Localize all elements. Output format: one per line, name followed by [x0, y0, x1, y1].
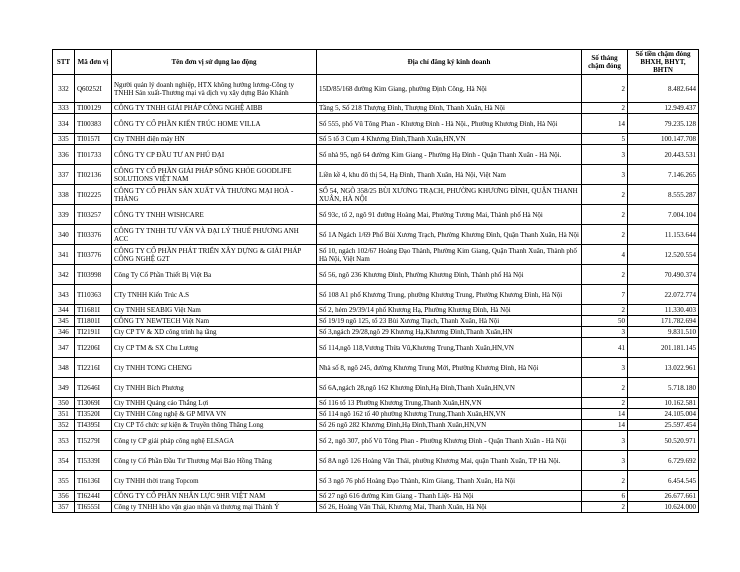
cell-amount-late: 8.482.644	[628, 75, 699, 103]
cell-months-late: 2	[582, 398, 628, 409]
cell-stt: 335	[53, 134, 75, 145]
cell-address: Số 27 ngõ 616 đường Kim Giang - Thanh Liệt- Hà Nội	[317, 491, 582, 502]
cell-address: Số 26 ngõ 282 Khương Đình,Hạ Đình,Thanh Xuân,HN,VN	[317, 420, 582, 431]
cell-months-late: 14	[582, 409, 628, 420]
cell-months-late: 4	[582, 245, 628, 265]
cell-unit-code: TI6136I	[75, 471, 112, 491]
cell-employer-name: Cty CP Tổ chức sự kiện & Truyền thông Thăng Long	[112, 420, 317, 431]
header-unit-code: Mã đơn vị	[75, 50, 112, 75]
cell-amount-late: 100.147.708	[628, 134, 699, 145]
table-row	[53, 145, 699, 165]
cell-employer-name: Công Ty Cổ Phần Thiết Bị Việt Ba	[112, 265, 317, 285]
cell-employer-name: Cty TNHH Quảng cáo Thắng Lợi	[112, 398, 317, 409]
cell-address: Số 5 tổ 3 Cụm 4 Khương Đình,Thanh Xuân,HN,VN	[317, 134, 582, 145]
cell-address: Liền kề 4, khu đô thị 54, Hạ Đình, Thanh Xuân, Hà Nội, Việt Nam	[317, 165, 582, 185]
cell-stt: 345	[53, 316, 75, 327]
cell-employer-name: Cty CP TM & SX Chu Lương	[112, 338, 317, 358]
cell-stt: 342	[53, 265, 75, 285]
cell-stt: 344	[53, 305, 75, 316]
cell-address: Số 108 A1 phố Khương Trung, phường Khương Trung, Phường Khương Đình, Hà Nội	[317, 285, 582, 305]
cell-unit-code: TI02136	[75, 165, 112, 185]
cell-address: Số 26, Hoàng Văn Thái, Khương Mai, Thanh Xuân, Hà Nội	[317, 502, 582, 513]
cell-employer-name: Công ty TNHH kho vận giao nhận và thương mại Thành Ý	[112, 502, 317, 513]
cell-amount-late: 20.443.531	[628, 145, 699, 165]
cell-stt: 349	[53, 378, 75, 398]
cell-address: Số 116 tổ 13 Phường Khương Trung,Thanh Xuân,HN,VN	[317, 398, 582, 409]
table-row	[53, 378, 699, 398]
cell-months-late: 3	[582, 145, 628, 165]
cell-employer-name: Cty TNHH SEABIG Việt Nam	[112, 305, 317, 316]
table-row	[53, 502, 699, 513]
cell-unit-code: TI02225	[75, 185, 112, 205]
cell-months-late: 3	[582, 165, 628, 185]
cell-unit-code: TI4395I	[75, 420, 112, 431]
cell-stt: 347	[53, 338, 75, 358]
overdue-contribution-table	[52, 49, 699, 513]
table-row	[53, 245, 699, 265]
table-row	[53, 358, 699, 378]
cell-employer-name: Cty TNHH thời trang Topcom	[112, 471, 317, 491]
cell-stt: 356	[53, 491, 75, 502]
cell-months-late: 2	[582, 502, 628, 513]
cell-employer-name: Cty TNHH TONG CHENG	[112, 358, 317, 378]
cell-amount-late: 24.105.004	[628, 409, 699, 420]
cell-unit-code: TI0157I	[75, 134, 112, 145]
cell-employer-name: CÔNG TY CỔ PHẦN KIẾN TRÚC HOME VILLA	[112, 114, 317, 134]
header-stt: STT	[53, 50, 75, 75]
table-row	[53, 409, 699, 420]
cell-address: Số 6A,ngách 28,ngõ 162 Khương Đình,Hạ Đình,Thanh Xuân,HN,VN	[317, 378, 582, 398]
table-row	[53, 431, 699, 451]
cell-stt: 338	[53, 185, 75, 205]
cell-employer-name: CÔNG TY NEWTECH Việt Nam	[112, 316, 317, 327]
cell-unit-code: TI3069I	[75, 398, 112, 409]
table-row	[53, 471, 699, 491]
cell-address: Số 1A Ngách 1/69 Phố Bùi Xương Trạch, Phường Khương Đình, Quận Thanh Xuân, Hà Nội	[317, 225, 582, 245]
table-row	[53, 398, 699, 409]
table-row	[53, 305, 699, 316]
cell-address: Tầng 5, Số 218 Thượng Đình, Thượng Đình, Thanh Xuân, Hà Nội	[317, 103, 582, 114]
cell-unit-code: TI2191I	[75, 327, 112, 338]
cell-employer-name: CÔNG TY CỔ PHẦN PHÁT TRIỂN XÂY DỰNG & GIẢI PHÁP CÔNG NGHỆ G2T	[112, 245, 317, 265]
cell-stt: 334	[53, 114, 75, 134]
table-row	[53, 451, 699, 471]
cell-stt: 350	[53, 398, 75, 409]
cell-stt: 351	[53, 409, 75, 420]
cell-months-late: 2	[582, 225, 628, 245]
cell-months-late: 3	[582, 358, 628, 378]
cell-stt: 355	[53, 471, 75, 491]
cell-address: Số 114,ngõ 118,Vương Thừa Vũ,Khương Trung,Thanh Xuân,HN,VN	[317, 338, 582, 358]
cell-employer-name: CÔNG TY CP ĐẦU TƯ AN PHÚ ĐẠI	[112, 145, 317, 165]
cell-amount-late: 6.729.692	[628, 451, 699, 471]
table-row	[53, 316, 699, 327]
cell-address: Số 3 ngõ 76 phố Hoàng Đạo Thành, Kim Giang, Thanh Xuân, Hà Nội	[317, 471, 582, 491]
table-row	[53, 338, 699, 358]
cell-unit-code: TI00383	[75, 114, 112, 134]
table-row	[53, 103, 699, 114]
table-header	[53, 50, 699, 75]
cell-unit-code: TI03257	[75, 205, 112, 225]
cell-unit-code: TI1681I	[75, 305, 112, 316]
cell-months-late: 2	[582, 185, 628, 205]
cell-amount-late: 13.022.961	[628, 358, 699, 378]
cell-address: Số nhà 95, ngõ 64 đường Kim Giang - Phường Hạ Đình - Quận Thanh Xuân - Hà Nội.	[317, 145, 582, 165]
cell-amount-late: 22.072.774	[628, 285, 699, 305]
cell-stt: 336	[53, 145, 75, 165]
cell-address: Số 19/19 ngõ 125, tổ 23 Bùi Xương Trạch, Thanh Xuân, Hà Nội	[317, 316, 582, 327]
cell-amount-late: 79.235.128	[628, 114, 699, 134]
cell-stt: 340	[53, 225, 75, 245]
cell-stt: 341	[53, 245, 75, 265]
cell-unit-code: TI03998	[75, 265, 112, 285]
cell-stt: 346	[53, 327, 75, 338]
cell-months-late: 2	[582, 103, 628, 114]
cell-months-late: 2	[582, 75, 628, 103]
cell-unit-code: TI2206I	[75, 338, 112, 358]
cell-stt: 348	[53, 358, 75, 378]
cell-amount-late: 50.520.971	[628, 431, 699, 451]
cell-months-late: 3	[582, 451, 628, 471]
cell-unit-code: TI03776	[75, 245, 112, 265]
cell-unit-code: TI6555I	[75, 502, 112, 513]
cell-stt: 357	[53, 502, 75, 513]
header-employer-name: Tên đơn vị sử dụng lao động	[112, 50, 317, 75]
cell-months-late: 41	[582, 338, 628, 358]
cell-stt: 353	[53, 431, 75, 451]
table-row	[53, 165, 699, 185]
cell-address: Số 8A ngõ 126 Hoàng Văn Thái, phường Khương Mai, quận Thanh Xuân, TP Hà Nội.	[317, 451, 582, 471]
cell-months-late: 14	[582, 114, 628, 134]
cell-months-late: 6	[582, 491, 628, 502]
cell-months-late: 2	[582, 305, 628, 316]
header-address: Địa chỉ đăng ký kinh doanh	[317, 50, 582, 75]
cell-unit-code: TI5339I	[75, 451, 112, 471]
cell-months-late: 5	[582, 134, 628, 145]
cell-employer-name: CÔNG TY TNHH TƯ VẤN VÀ ĐẠI LÝ THUẾ PHƯƠNG ANH ACC	[112, 225, 317, 245]
cell-months-late: 2	[582, 378, 628, 398]
table-row	[53, 327, 699, 338]
cell-amount-late: 7.146.265	[628, 165, 699, 185]
cell-address: Nhà số 8, ngõ 245, đường Khương Trung Mới, Phường Khương Đình, Hà Nội	[317, 358, 582, 378]
header-months-late: Số tháng chậm đóng	[582, 50, 628, 75]
cell-amount-late: 11.153.644	[628, 225, 699, 245]
table-row	[53, 185, 699, 205]
cell-stt: 332	[53, 75, 75, 103]
cell-employer-name: Công ty CP giải pháp công nghệ ELSAGA	[112, 431, 317, 451]
cell-amount-late: 25.597.454	[628, 420, 699, 431]
cell-employer-name: Người quản lý doanh nghiệp, HTX không hưởng lương-Công ty TNHH Sản xuất-Thương mại và dịch vụ xây dựng Bảo Khánh	[112, 75, 317, 103]
cell-months-late: 14	[582, 420, 628, 431]
cell-employer-name: CÔNG TY CỔ PHẦN SẢN XUẤT VÀ THƯƠNG MẠI HOÀ - THÀNG	[112, 185, 317, 205]
cell-address: Số 56, ngõ 236 Khương Đình, Phường Khương Đình, Thành phố Hà Nội	[317, 265, 582, 285]
cell-stt: 354	[53, 451, 75, 471]
cell-unit-code: TI01733	[75, 145, 112, 165]
table-row	[53, 75, 699, 103]
cell-employer-name: Cty CP TV & XD công trình hạ tầng	[112, 327, 317, 338]
cell-address: 15D/85/168 đường Kim Giang, phường Định Công, Hà Nội	[317, 75, 582, 103]
table-row	[53, 420, 699, 431]
cell-address: Số 3,ngách 29/28,ngõ 29 Khương Hạ,Khương Đình,Thanh Xuân,HN	[317, 327, 582, 338]
cell-months-late: 7	[582, 285, 628, 305]
cell-unit-code: TI2646I	[75, 378, 112, 398]
cell-stt: 333	[53, 103, 75, 114]
cell-employer-name: Công ty Cổ Phần Đầu Tư Thương Mại Bảo Hồng Thăng	[112, 451, 317, 471]
table-row	[53, 114, 699, 134]
cell-employer-name: CÔNG TY TNHH WISHCARE	[112, 205, 317, 225]
table-row	[53, 265, 699, 285]
cell-amount-late: 26.677.661	[628, 491, 699, 502]
cell-amount-late: 12.520.554	[628, 245, 699, 265]
cell-unit-code: TI5279I	[75, 431, 112, 451]
cell-stt: 343	[53, 285, 75, 305]
cell-address: Số 555, phố Vũ Tông Phan - Khương Đình - Hà Nội., Phường Khương Đình, Hà Nội	[317, 114, 582, 134]
table-row	[53, 285, 699, 305]
cell-amount-late: 12.949.437	[628, 103, 699, 114]
cell-amount-late: 8.555.287	[628, 185, 699, 205]
table-row	[53, 225, 699, 245]
table-row	[53, 491, 699, 502]
cell-months-late: 2	[582, 265, 628, 285]
cell-employer-name: Cty TNHH điện máy HN	[112, 134, 317, 145]
cell-months-late: 2	[582, 205, 628, 225]
cell-employer-name: Cty TNHH Công nghệ & GP MIVA VN	[112, 409, 317, 420]
cell-employer-name: CÔNG TY CỔ PHẦN NHÂN LỰC 9HR VIỆT NAM	[112, 491, 317, 502]
cell-unit-code: TI10363	[75, 285, 112, 305]
cell-address: SỐ 54, NGÕ 358/25 BÙI XƯƠNG TRẠCH, PHƯỜNG KHƯƠNG ĐÌNH, QUẬN THANH XUÂN, HÀ NỘI	[317, 185, 582, 205]
cell-unit-code: TI03376	[75, 225, 112, 245]
cell-employer-name: CÔNG TY CỔ PHẦN GIẢI PHÁP SỐNG KHỎE GOODLIFE SOLUTIONS VIỆT NAM	[112, 165, 317, 185]
cell-address: Số 2, hẻm 29/39/14 phố Khương Hạ, Phường Khương Đình, Hà Nội	[317, 305, 582, 316]
cell-address: Số 10, ngách 102/67 Hoàng Đạo Thành, Phường Kim Giang, Quận Thanh Xuân, Thành phố Hà Nội, Việt Nam	[317, 245, 582, 265]
cell-unit-code: TI6244I	[75, 491, 112, 502]
cell-employer-name: Cty TNHH Bích Phương	[112, 378, 317, 398]
cell-amount-late: 171.782.694	[628, 316, 699, 327]
cell-months-late: 2	[582, 471, 628, 491]
cell-address: Số 114 ngõ 162 tổ 40 phường Khương Trung,Thanh Xuân,HN,VN	[317, 409, 582, 420]
cell-amount-late: 7.004.104	[628, 205, 699, 225]
cell-amount-late: 5.718.180	[628, 378, 699, 398]
table-row	[53, 134, 699, 145]
cell-stt: 352	[53, 420, 75, 431]
cell-amount-late: 9.831.510	[628, 327, 699, 338]
cell-unit-code: TI1801I	[75, 316, 112, 327]
cell-stt: 339	[53, 205, 75, 225]
cell-employer-name: CTy TNHH Kiến Trúc A.S	[112, 285, 317, 305]
cell-amount-late: 10.162.581	[628, 398, 699, 409]
header-amount-late: Số tiền chậm đóng BHXH, BHYT, BHTN	[628, 50, 699, 75]
cell-amount-late: 70.490.374	[628, 265, 699, 285]
cell-unit-code: TI3520I	[75, 409, 112, 420]
cell-stt: 337	[53, 165, 75, 185]
cell-employer-name: CÔNG TY TNHH GIẢI PHÁP CÔNG NGHỆ AIBB	[112, 103, 317, 114]
cell-address: Số 93c, tổ 2, ngõ 91 đường Hoàng Mai, Phường Tương Mai, Thành phố Hà Nội	[317, 205, 582, 225]
cell-months-late: 3	[582, 327, 628, 338]
cell-amount-late: 6.454.545	[628, 471, 699, 491]
cell-amount-late: 201.181.145	[628, 338, 699, 358]
cell-months-late: 3	[582, 431, 628, 451]
cell-months-late: 50	[582, 316, 628, 327]
cell-unit-code: Q60252I	[75, 75, 112, 103]
cell-unit-code: TI00129	[75, 103, 112, 114]
cell-amount-late: 10.624.000	[628, 502, 699, 513]
cell-amount-late: 11.330.403	[628, 305, 699, 316]
table-row	[53, 205, 699, 225]
cell-unit-code: TI2216I	[75, 358, 112, 378]
cell-address: Số 2, ngõ 307, phố Vũ Tông Phan - Phường Khương Đình - Quận Thanh Xuân - Hà Nội	[317, 431, 582, 451]
